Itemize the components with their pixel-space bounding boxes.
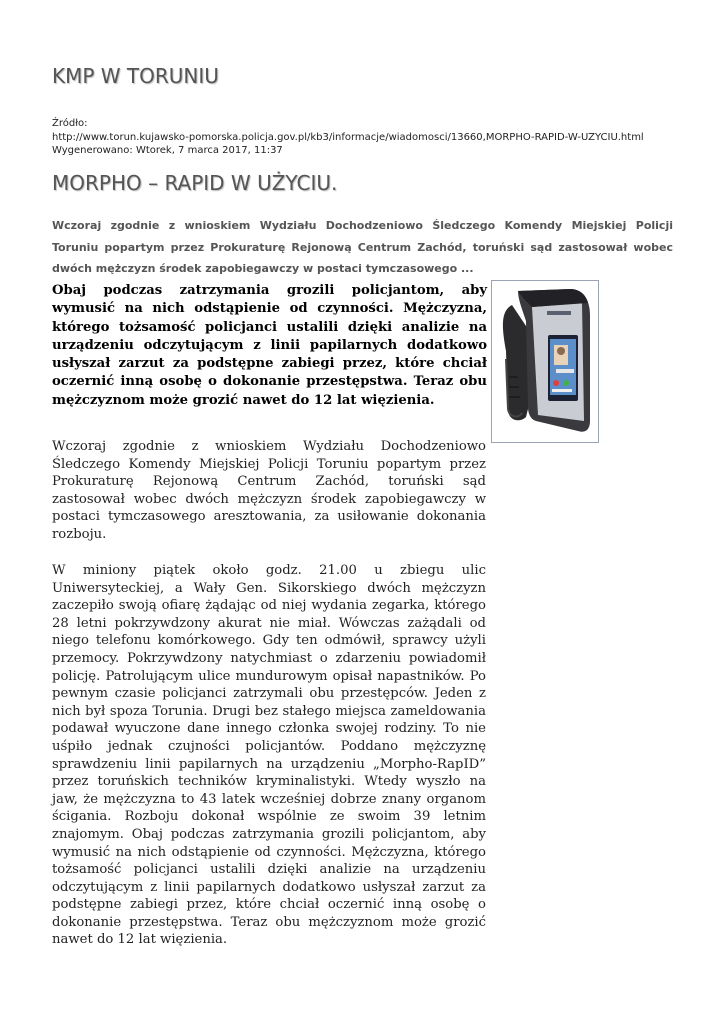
article-bold-intro: Obaj podczas zatrzymania grozili policjantom, aby wymusić na nich odstąpienie od czynności. Mężczyzna, którego tożsamość policjanci ustalili dzięki analizie na urządzeniu odczytującym z linii papilarnych dodatkowo usłyszał zarzut za podstępne zabiegi przez, które chciał oczernić inną osobę o dokonanie przestępstwa. Teraz obu mężczyznom może grozić nawet do 12 lat więzienia. [52, 283, 487, 408]
device-photo [491, 280, 599, 443]
site-title: KMP W TORUNIU [52, 64, 219, 88]
fingerprint-scanner-image [492, 281, 598, 442]
document-meta [52, 117, 644, 158]
generated-timestamp: Wygenerowano: Wtorek, 7 marca 2017, 11:37 [52, 145, 283, 156]
source-url[interactable]: http://www.torun.kujawsko-pomorska.policja.gov.pl/kb3/informacje/wiadomosci/13660,MORPHO-RAPID-W-UZYCIU.html [52, 131, 644, 143]
article-title: MORPHO – RAPID W UŻYCIU. [52, 171, 338, 195]
article-lead: Wczoraj zgodnie z wnioskiem Wydziału Dochodzeniowo Śledczego Komendy Miejskiej Policji Toruniu popartym przez Prokuraturę Rejonową Centrum Zachód, toruński sąd zastosował wobec dwóch mężczyzn środek zapobiegawczy w postaci tymczasowego ... [52, 219, 673, 275]
source-label: Źródło: [52, 118, 88, 129]
article-paragraph-2: W miniony piątek około godz. 21.00 u zbiegu ulic Uniwersyteckiej, a Wały Gen. Sikorskiego dwóch mężczyzn zaczepiło swoją ofiarę żądając od niej wydania zegarka, którego 28 letni pokrzywdzony akurat nie miał. Wówczas zażądali od niego telefonu komórkowego. Gdy ten odmówił, sprawcy użyli przemocy. Pokrzywdzony natychmiast o zdarzeniu powiadomił policję. Patrolującym ulice mundurowym opisał napastników. Po pewnym czasie policjanci zatrzymali obu przestępców. Jeden z nich był spoza Torunia. Drugi bez stałego miejsca zameldowania podawał wyuczone dane innego członka swojej rodziny. To nie uśpiło jednak czujności policjantów. Poddano mężczyznę sprawdzeniu linii papilarnych na urządzeniu „Morpho-RapID” przez toruńskich techników kryminalistyki. Wtedy wyszło na jaw, że mężczyzna to 43 latek wcześniej dobrze znany organom ścigania. Rozboju dokonał wspólnie ze swoim 39 letnim znajomym. Obaj podczas zatrzymania grozili policjantom, aby wymusić na nich odstąpienie od czynności. Mężczyzna, którego tożsamość policjanci ustalili dzięki analizie na urządzeniu odczytującym z linii papilarnych dodatkowo usłyszał zarzut za podstępne zabiegi przez, które chciał oczernić inną osobę o dokonanie przestępstwa. Teraz obu mężczyznom może grozić nawet do 12 lat więzienia. [52, 563, 486, 948]
article-paragraph-1: Wczoraj zgodnie z wnioskiem Wydziału Dochodzeniowo Śledczego Komendy Miejskiej Policji Toruniu popartym przez Prokuraturę Rejonową Centrum Zachód, toruński sąd zastosował wobec dwóch mężczyzn środek zapobiegawczy w postaci tymczasowego aresztowania, za usiłowanie dokonania rozboju. [52, 439, 486, 542]
